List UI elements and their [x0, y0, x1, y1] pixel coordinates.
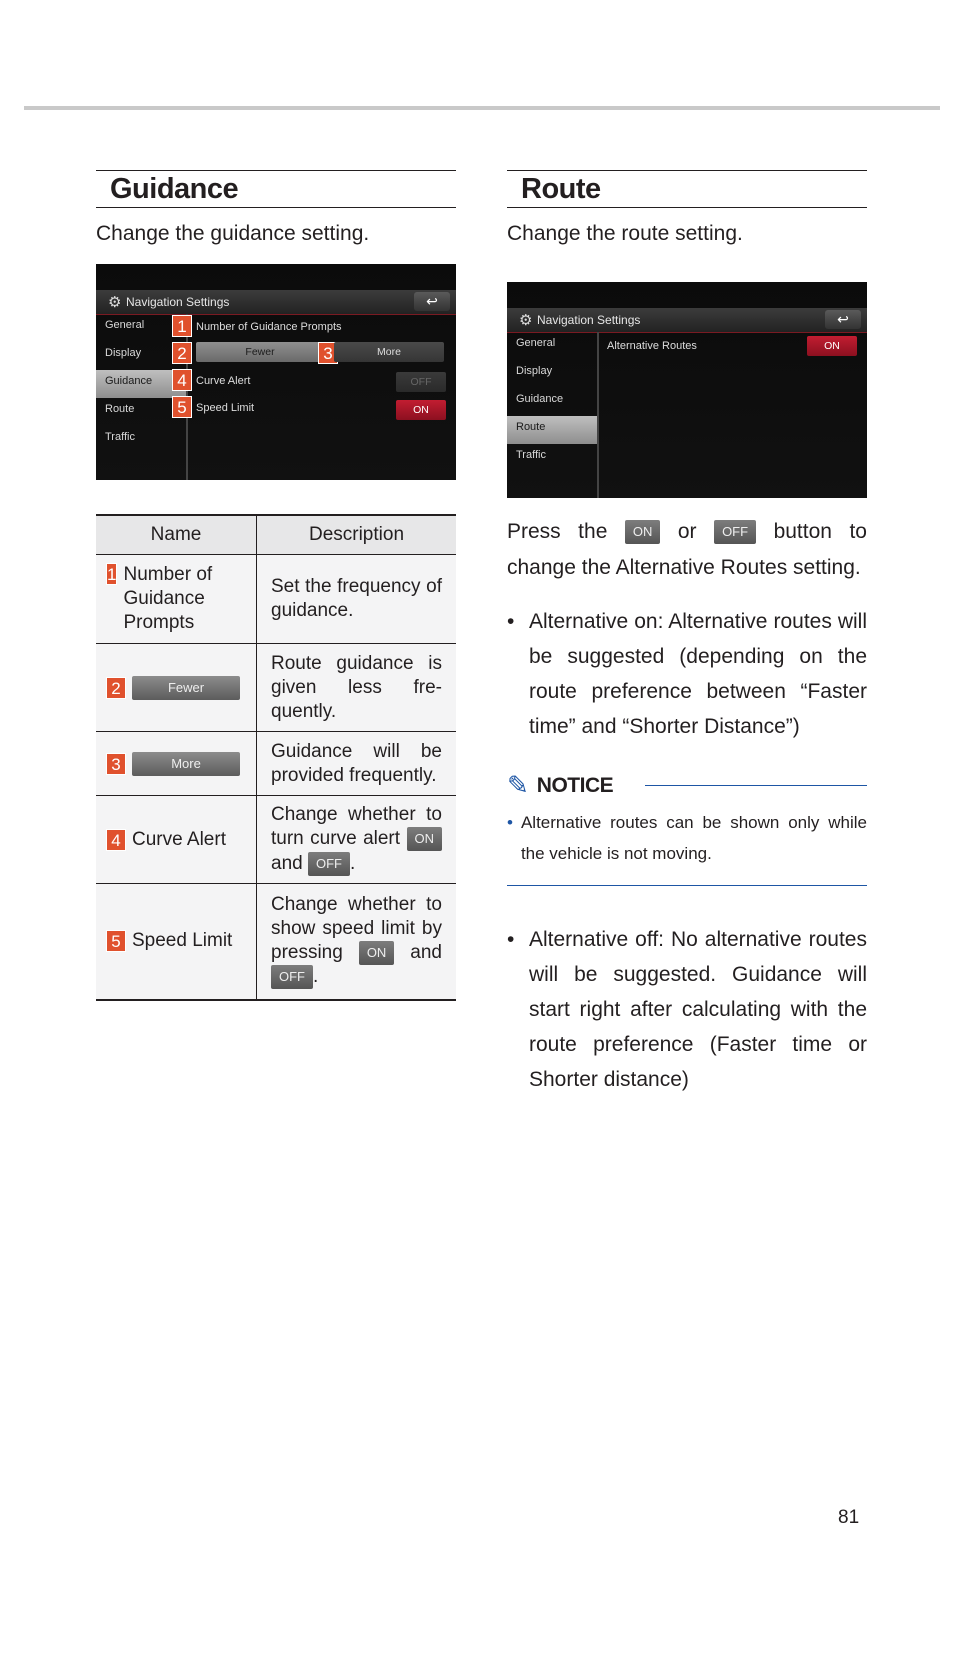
off-button-image: OFF: [714, 520, 756, 544]
alternative-routes-on-toggle[interactable]: ON: [807, 336, 857, 356]
menu-route[interactable]: Route: [105, 403, 135, 415]
marker-5: 5: [172, 396, 192, 418]
speed-limit-on-toggle[interactable]: ON: [396, 400, 446, 420]
more-button-image: More: [132, 752, 240, 776]
row-desc-text: Change whether to show speed limit by pressing: [271, 894, 442, 964]
row-name: Speed Limit: [132, 930, 233, 952]
marker-4: 4: [106, 829, 126, 851]
bullet-dot: •: [507, 813, 513, 832]
table-row: [96, 796, 456, 884]
press-instruction: [507, 514, 867, 586]
guidance-section: [96, 170, 456, 1001]
row-curve-alert: Curve Alert: [196, 375, 251, 387]
off-button-image: OFF: [271, 965, 313, 989]
and-text: and: [410, 942, 442, 964]
row-desc: Route guidance is given less fre-quently.: [257, 644, 457, 732]
fewer-button[interactable]: Fewer: [196, 342, 324, 362]
row-name: Number of Guidance Prompts: [123, 564, 213, 633]
row-desc-text: Change whether to turn curve alert: [271, 804, 442, 850]
press-post-text: button to change the Alternative Routes setting.: [507, 520, 867, 579]
top-rule: [24, 106, 940, 110]
row-desc: [257, 884, 457, 1000]
menu-traffic[interactable]: Traffic: [516, 449, 546, 461]
off-button-image: OFF: [308, 852, 350, 876]
bullet-dot: •: [507, 610, 515, 633]
table-row: [96, 555, 456, 644]
guidance-title: Guidance: [110, 173, 239, 205]
period-text: .: [349, 852, 356, 874]
screen-title: Navigation Settings: [126, 295, 230, 309]
row-desc: Set the frequency of guidance.: [257, 555, 457, 644]
col-desc-header: Description: [257, 515, 457, 555]
bullet-text: Alternative off: No alternative routes will be suggested. Guidance will start right after calculating with the route preference (Faster time or Shorter distance): [529, 928, 867, 1091]
gear-icon: ⚙: [519, 312, 533, 329]
marker-3: 3: [318, 342, 338, 364]
pen-icon: ✎: [507, 770, 529, 800]
page-number: 81: [838, 1507, 860, 1528]
screen-menu: [507, 332, 599, 498]
route-title: Route: [521, 173, 601, 205]
menu-display[interactable]: Display: [516, 365, 553, 377]
notice-heading: [507, 770, 867, 801]
screen-titlebar: [96, 290, 456, 315]
table-row: [96, 732, 456, 796]
menu-display[interactable]: Display: [105, 347, 142, 359]
notice-text: Alternative routes can be shown only while the vehicle is not moving.: [520, 813, 867, 863]
notice-rule: [645, 785, 867, 787]
curve-alert-off-toggle[interactable]: OFF: [396, 372, 446, 392]
route-screenshot: [507, 282, 867, 498]
table-row: [96, 884, 456, 1000]
table-row: [96, 644, 456, 732]
marker-4: 4: [172, 369, 192, 391]
row-name: Curve Alert: [132, 828, 226, 850]
or-text: or: [677, 520, 697, 543]
more-button[interactable]: More: [334, 342, 444, 362]
bullet-text: Alternative on: Alternative routes will be suggested (depending on the route preference between “Faster time” and “Shorter Distance”): [529, 610, 867, 738]
screen-title: Navigation Settings: [537, 313, 641, 327]
marker-1: 1: [107, 565, 117, 584]
menu-guidance[interactable]: Guidance: [516, 393, 564, 405]
marker-2: 2: [106, 677, 126, 699]
back-icon[interactable]: ↩: [825, 310, 861, 329]
marker-3: 3: [106, 753, 126, 775]
fewer-button-image: Fewer: [132, 676, 240, 700]
route-section: [507, 170, 867, 1097]
guidance-screenshot: [96, 264, 456, 480]
on-button-image: ON: [407, 827, 443, 851]
menu-guidance[interactable]: Guidance: [96, 370, 186, 398]
notice-title: NOTICE: [536, 773, 614, 797]
marker-2: 2: [172, 342, 192, 364]
menu-general[interactable]: General: [105, 319, 145, 331]
menu-route[interactable]: Route: [507, 416, 597, 444]
period-text: .: [313, 966, 319, 988]
route-heading: [507, 170, 867, 208]
back-icon[interactable]: ↩: [414, 292, 450, 311]
bullet-alternative-off: [507, 922, 867, 1097]
guidance-intro: Change the guidance setting.: [96, 222, 370, 245]
and-text: and: [271, 852, 303, 874]
notice-box: [507, 770, 867, 886]
row-speed-limit: Speed Limit: [196, 402, 255, 414]
menu-traffic[interactable]: Traffic: [105, 431, 135, 443]
bullet-dot: •: [507, 928, 515, 951]
row-desc: [257, 796, 457, 884]
menu-general[interactable]: General: [516, 337, 556, 349]
marker-1: 1: [172, 315, 192, 337]
row-desc: Guidance will be provided frequently.: [257, 732, 457, 796]
gear-icon: ⚙: [108, 294, 122, 311]
route-intro: Change the route setting.: [507, 222, 743, 245]
press-text: Press the: [507, 520, 608, 543]
on-button-image: ON: [359, 941, 395, 965]
guidance-table: [96, 514, 456, 1001]
notice-item: [507, 807, 867, 869]
on-button-image: ON: [625, 520, 661, 544]
row-guidance-prompts: Number of Guidance Prompts: [196, 321, 342, 333]
col-name-header: Name: [96, 515, 257, 555]
screen-titlebar: [507, 308, 867, 333]
row-alternative-routes: Alternative Routes: [607, 340, 697, 352]
marker-5: 5: [106, 930, 126, 952]
guidance-heading: [96, 170, 456, 208]
bullet-alternative-on: [507, 604, 867, 744]
